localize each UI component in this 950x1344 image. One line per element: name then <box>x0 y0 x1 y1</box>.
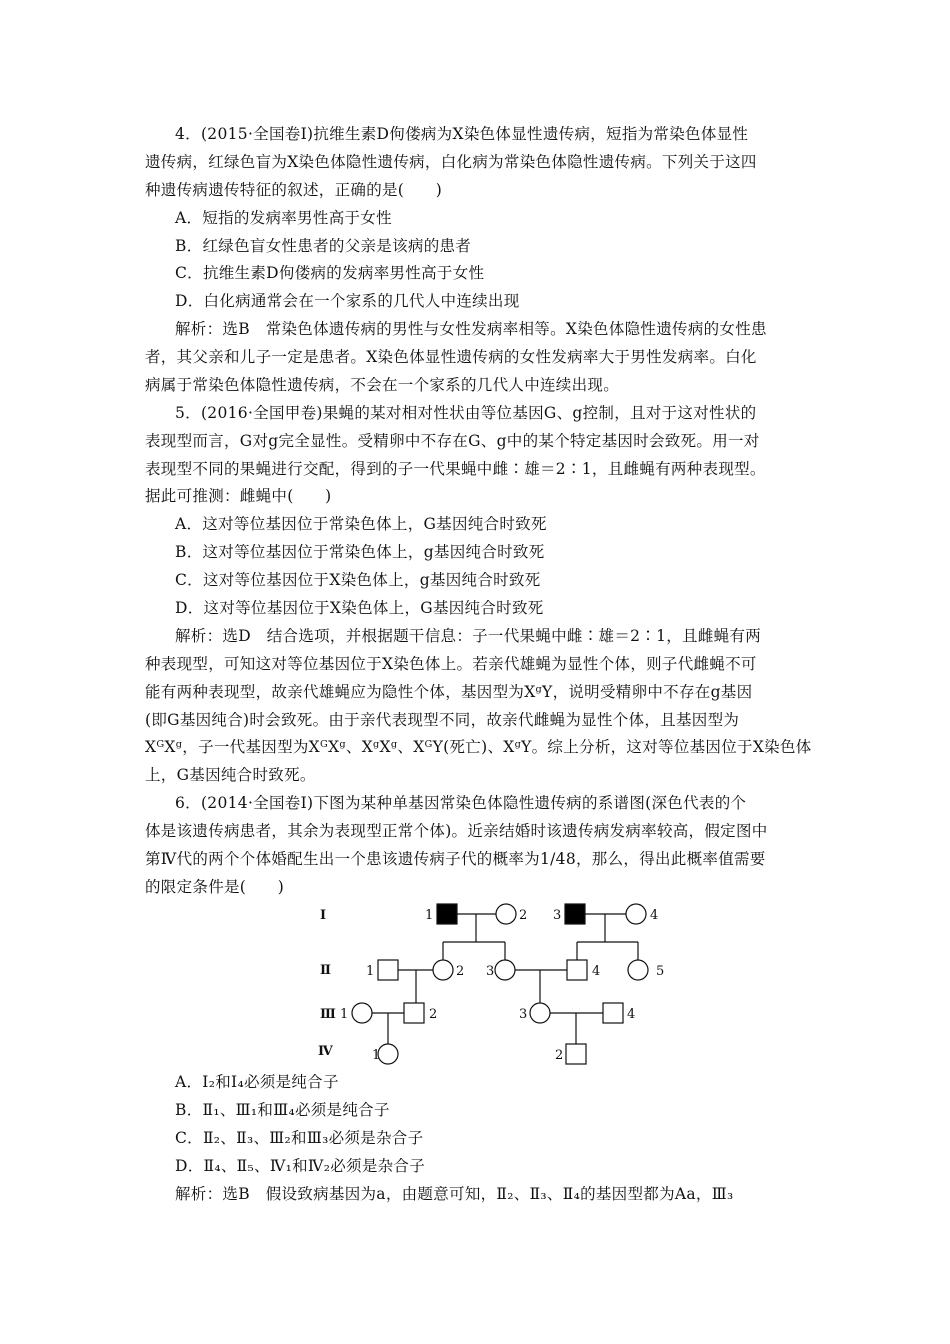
pedigree-num-II1: 1 <box>366 964 375 979</box>
pedigree-num-I3: 3 <box>553 908 562 923</box>
q5-stem-line-1: 5．(2016·全国甲卷)果蝇的某对相对性状由等位基因G、g控制，且对于这对性状的 <box>175 404 757 422</box>
pedigree-num-II5: 5 <box>656 964 665 979</box>
pedigree-II3-female <box>495 960 515 980</box>
gen-label-1: Ⅰ <box>320 908 327 923</box>
pedigree-II1-male <box>378 960 398 980</box>
gen-label-2: Ⅱ <box>320 963 331 978</box>
q5-option-a: A．这对等位基因位于常染色体上，G基因纯合时致死 <box>175 515 547 533</box>
pedigree-num-I4: 4 <box>650 908 659 923</box>
pedigree-num-II3: 3 <box>486 964 495 979</box>
pedigree-num-II4: 4 <box>592 964 601 979</box>
q5-stem-line-2: 表现型而言，G对g完全显性。受精卵中不存在G、g中的某个特定基因时会致死。用一对 <box>145 432 760 450</box>
q6-option-d: D．Ⅱ₄、Ⅱ₅、Ⅳ₁和Ⅳ₂必须是杂合子 <box>175 1157 426 1175</box>
pedigree-num-I1: 1 <box>425 908 434 923</box>
q4-analysis-line-1: 解析：选B 常染色体遗传病的男性与女性发病率相等。X染色体隐性遗传病的女性患 <box>175 320 767 338</box>
pedigree-num-III1: 1 <box>340 1007 349 1022</box>
pedigree-I2-female <box>496 904 516 924</box>
q5-analysis-line-3: 能有两种表现型，故亲代雄蝇应为隐性个体，基因型为XᵍY，说明受精卵中不存在g基因 <box>145 683 753 701</box>
pedigree-I3-affected-male <box>565 904 585 924</box>
q4-option-d: D．白化病通常会在一个家系的几代人中连续出现 <box>175 292 520 310</box>
q5-stem-line-4: 据此可推测：雌蝇中( ) <box>145 487 332 505</box>
pedigree-num-III3: 3 <box>519 1007 528 1022</box>
gen-label-3: Ⅲ <box>320 1007 336 1022</box>
pedigree-III1-female <box>352 1003 372 1023</box>
q6-stem-line-2: 体是该遗传病患者，其余为表现型正常个体)。近亲结婚时该遗传病发病率较高，假定图中 <box>145 822 768 840</box>
q5-analysis-line-1: 解析：选D 结合选项，并根据题干信息：子一代果蝇中雌∶雄＝2∶1，且雌蝇有两 <box>175 627 762 645</box>
q5-analysis-line-4: (即G基因纯合)时会致死。由于亲代表现型不同，故亲代雌蝇为显性个体，且基因型为 <box>145 711 740 729</box>
q6-stem-line-1: 6．(2014·全国卷Ⅰ)下图为某种单基因常染色体隐性遗传病的系谱图(深色代表的个 <box>175 794 747 812</box>
pedigree-num-III4: 4 <box>627 1007 636 1022</box>
q6-option-a: A．Ⅰ₂和Ⅰ₄必须是纯合子 <box>175 1073 339 1091</box>
q4-option-a: A．短指的发病率男性高于女性 <box>175 209 392 227</box>
q4-analysis-line-3: 病属于常染色体隐性遗传病，不会在一个家系的几代人中连续出现。 <box>145 376 620 394</box>
q6-analysis-line-1: 解析：选B 假设致病基因为a，由题意可知，Ⅱ₂、Ⅱ₃、Ⅱ₄的基因型都为Aa，Ⅲ₃ <box>175 1185 734 1203</box>
q4-option-c: C．抗维生素D佝偻病的发病率男性高于女性 <box>175 264 485 282</box>
pedigree-III3-female <box>530 1003 550 1023</box>
pedigree-II5-female <box>628 960 648 980</box>
pedigree-num-II2: 2 <box>456 964 465 979</box>
pedigree-I4-female <box>626 904 646 924</box>
pedigree-num-IV1: 1 <box>372 1048 381 1063</box>
q5-option-b: B．这对等位基因位于常染色体上，g基因纯合时致死 <box>175 543 545 561</box>
pedigree-IV2-male <box>566 1044 586 1064</box>
q5-analysis-line-5: XᴳXᵍ，子一代基因型为XᴳXᵍ、XᵍXᵍ、XᴳY(死亡)、XᵍY。综上分析，这对等位基因位于X染色体 <box>145 738 812 756</box>
pedigree-num-I2: 2 <box>519 908 528 923</box>
q5-analysis-line-6: 上，G基因纯合时致死。 <box>145 766 316 784</box>
q5-stem-line-3: 表现型不同的果蝇进行交配，得到的子一代果蝇中雌∶雄＝2∶1，且雌蝇有两种表现型。 <box>145 460 766 478</box>
q5-analysis-line-2: 种表现型，可知这对等位基因位于X染色体上。若亲代雄蝇为显性个体，则子代雌蝇不可 <box>145 655 757 673</box>
pedigree-num-III2: 2 <box>429 1007 438 1022</box>
q6-stem-line-3: 第Ⅳ代的两个个体婚配生出一个患该遗传病子代的概率为1/48，那么，得出此概率值需要 <box>145 850 766 868</box>
q6-option-c: C．Ⅱ₂、Ⅱ₃、Ⅲ₂和Ⅲ₃必须是杂合子 <box>175 1129 424 1147</box>
pedigree-IV1-female <box>378 1044 398 1064</box>
pedigree-III2-male <box>404 1003 424 1023</box>
pedigree-III4-male <box>603 1003 623 1023</box>
pedigree-I1-affected-male <box>437 904 457 924</box>
gen-label-4: Ⅳ <box>318 1044 333 1059</box>
q5-option-c: C．这对等位基因位于X染色体上，g基因纯合时致死 <box>175 571 541 589</box>
pedigree-num-IV2: 2 <box>555 1048 564 1063</box>
pedigree-II4-male <box>567 960 587 980</box>
q4-stem-line-2: 遗传病，红绿色盲为X染色体隐性遗传病，白化病为常染色体隐性遗传病。下列关于这四 <box>145 153 757 171</box>
q4-stem-line-3: 种遗传病遗传特征的叙述，正确的是( ) <box>145 181 443 199</box>
pedigree-chart <box>300 898 680 1068</box>
pedigree-II2-female <box>433 960 453 980</box>
q4-stem-line-1: 4．(2015·全国卷Ⅰ)抗维生素D佝偻病为X染色体显性遗传病，短指为常染色体显性 <box>175 125 749 143</box>
q5-option-d: D．这对等位基因位于X染色体上，G基因纯合时致死 <box>175 599 544 617</box>
q6-stem-line-4: 的限定条件是( ) <box>145 878 285 896</box>
q4-option-b: B．红绿色盲女性患者的父亲是该病的患者 <box>175 237 472 255</box>
q6-option-b: B．Ⅱ₁、Ⅲ₁和Ⅲ₄必须是纯合子 <box>175 1101 390 1119</box>
q4-analysis-line-2: 者，其父亲和儿子一定是患者。X染色体显性遗传病的女性发病率大于男性发病率。白化 <box>145 348 757 366</box>
